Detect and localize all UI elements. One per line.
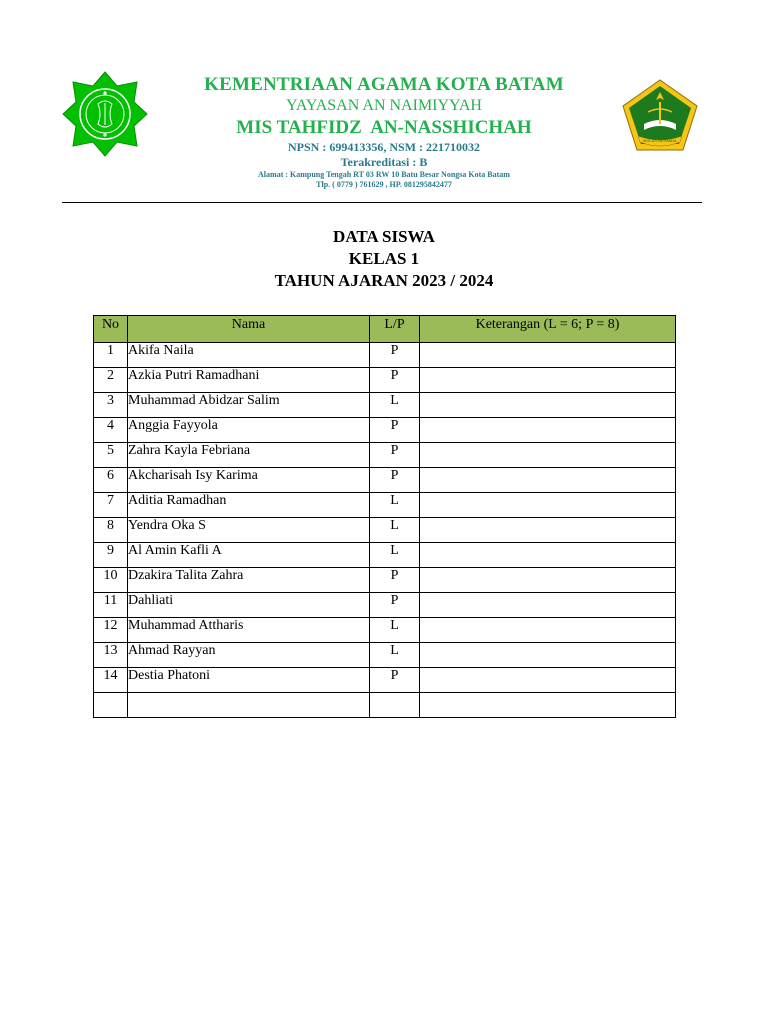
cell-lp: P	[370, 568, 420, 593]
title-line-2: KELAS 1	[348, 249, 420, 268]
table-row	[94, 568, 676, 593]
table-body	[94, 343, 676, 718]
cell-keterangan	[420, 368, 676, 393]
cell-lp: P	[370, 668, 420, 693]
table-row	[94, 468, 676, 493]
table-row	[94, 343, 676, 368]
cell-nama: Akcharisah Isy Karima	[128, 468, 370, 493]
table-header-row	[94, 316, 676, 343]
cell-keterangan	[420, 693, 676, 718]
header-lp: L/P	[370, 316, 420, 343]
cell-lp: L	[370, 393, 420, 418]
cell-lp: P	[370, 468, 420, 493]
cell-keterangan	[420, 443, 676, 468]
cell-nama: Dahliati	[128, 593, 370, 618]
cell-lp	[370, 693, 420, 718]
cell-keterangan	[420, 543, 676, 568]
cell-no: 12	[94, 618, 128, 643]
table-row	[94, 643, 676, 668]
cell-nama: Anggia Fayyola	[128, 418, 370, 443]
student-table	[93, 315, 676, 718]
cell-no: 9	[94, 543, 128, 568]
cell-keterangan	[420, 618, 676, 643]
cell-keterangan	[420, 493, 676, 518]
foundation-name: YAYASAN AN NAIMIYYAH	[286, 97, 482, 114]
cell-no: 13	[94, 643, 128, 668]
cell-no: 2	[94, 368, 128, 393]
cell-lp: L	[370, 543, 420, 568]
cell-nama: Akifa Naila	[128, 343, 370, 368]
ministry-name: KEMENTRIAAN AGAMA KOTA BATAM	[204, 74, 564, 95]
table-row	[94, 518, 676, 543]
cell-nama: Zahra Kayla Febriana	[128, 443, 370, 468]
cell-no: 5	[94, 443, 128, 468]
cell-keterangan	[420, 668, 676, 693]
cell-no: 10	[94, 568, 128, 593]
cell-no: 1	[94, 343, 128, 368]
cell-keterangan	[420, 468, 676, 493]
cell-nama: Aditia Ramadhan	[128, 493, 370, 518]
document-title	[0, 226, 768, 292]
cell-nama: Al Amin Kafli A	[128, 543, 370, 568]
table-row	[94, 443, 676, 468]
cell-no: 7	[94, 493, 128, 518]
title-line-3: TAHUN AJARAN 2023 / 2024	[274, 271, 494, 290]
title-line-1: DATA SISWA	[333, 227, 435, 246]
table-row	[94, 393, 676, 418]
cell-keterangan	[420, 568, 676, 593]
cell-lp: P	[370, 593, 420, 618]
cell-nama: Ahmad Rayyan	[128, 643, 370, 668]
cell-nama	[128, 693, 370, 718]
cell-keterangan	[420, 418, 676, 443]
cell-lp: P	[370, 343, 420, 368]
cell-no: 8	[94, 518, 128, 543]
cell-keterangan	[420, 518, 676, 543]
cell-lp: P	[370, 418, 420, 443]
cell-lp: L	[370, 643, 420, 668]
cell-lp: P	[370, 368, 420, 393]
cell-lp: L	[370, 618, 420, 643]
header-no: No	[94, 316, 128, 343]
table-row	[94, 593, 676, 618]
cell-no: 11	[94, 593, 128, 618]
cell-keterangan	[420, 643, 676, 668]
school-logo-icon	[62, 70, 148, 158]
address: Alamat : Kampung Tengah RT 03 RW 10 Batu Besar Nongsa Kota Batam	[258, 170, 510, 179]
cell-nama: Muhammad Attharis	[128, 618, 370, 643]
header-nama: Nama	[128, 316, 370, 343]
cell-keterangan	[420, 393, 676, 418]
logo-banner-text: IKHLAS BERAMAL	[642, 138, 678, 143]
cell-no: 3	[94, 393, 128, 418]
cell-nama: Muhammad Abidzar Salim	[128, 393, 370, 418]
letterhead	[150, 74, 618, 190]
cell-keterangan	[420, 343, 676, 368]
table-row	[94, 543, 676, 568]
table-row	[94, 668, 676, 693]
table-row	[94, 368, 676, 393]
cell-keterangan	[420, 593, 676, 618]
cell-nama: Azkia Putri Ramadhani	[128, 368, 370, 393]
cell-lp: P	[370, 443, 420, 468]
cell-nama: Dzakira Talita Zahra	[128, 568, 370, 593]
cell-no: 4	[94, 418, 128, 443]
kemenag-logo-icon	[620, 78, 700, 152]
phone: Tlp. ( 0779 ) 761629 , HP. 081295842477	[316, 180, 452, 189]
cell-no: 6	[94, 468, 128, 493]
header-keterangan: Keterangan (L = 6; P = 8)	[420, 316, 676, 343]
table-row	[94, 693, 676, 718]
cell-lp: L	[370, 518, 420, 543]
cell-nama: Destia Phatoni	[128, 668, 370, 693]
accreditation: Terakreditasi : B	[340, 155, 428, 169]
cell-no	[94, 693, 128, 718]
school-ids: NPSN : 699413356, NSM : 221710032	[288, 140, 480, 154]
cell-lp: L	[370, 493, 420, 518]
table-row	[94, 618, 676, 643]
cell-nama: Yendra Oka S	[128, 518, 370, 543]
table-row	[94, 418, 676, 443]
cell-no: 14	[94, 668, 128, 693]
table-row	[94, 493, 676, 518]
header-divider	[62, 202, 702, 203]
school-name: MIS TAHFIDZ AN-NASSHICHAH	[236, 117, 532, 138]
